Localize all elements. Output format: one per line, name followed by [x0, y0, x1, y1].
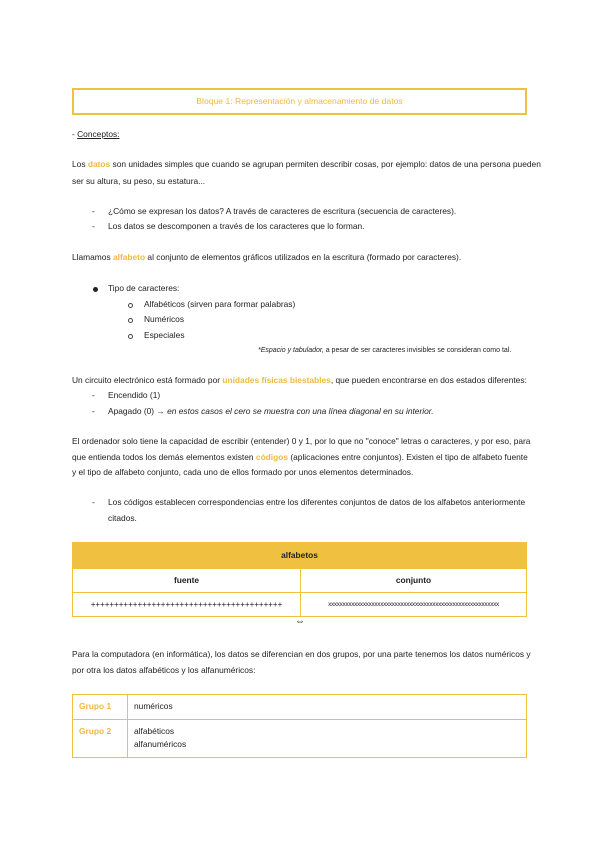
state-on: Encendido (1) [108, 390, 161, 400]
group-label: Grupo 1 [73, 695, 128, 720]
group-value: alfabéticos [134, 726, 175, 736]
fuente-value: +++++++++++++++++++++++++++++++++++++++++ [73, 593, 301, 617]
state-off-normal: Apagado (0) → [108, 406, 168, 416]
paragraph-ordenador-line2 [72, 451, 528, 464]
highlight-alfabeto: alfabeto [112, 252, 146, 262]
col-fuente: fuente [73, 569, 301, 593]
paragraph-circuito [72, 374, 527, 387]
group-values [128, 720, 527, 758]
groups-table [72, 694, 527, 758]
conjunto-value: xxxxxxxxxxxxxxxxxxxxxxxxxxxxxxxxxxxxxxxxxxxxxxxxxxxxxxxxxxx [301, 593, 527, 617]
p2-after: al conjunto de elementos gráficos utilizados en la escritura (formado por caracteres). [145, 252, 462, 262]
p3-after: , que pueden encontrarse en dos estados diferentes: [330, 375, 527, 385]
table-row [73, 720, 527, 758]
paragraph-codigos-line1: Los códigos establecen correspondencias entre los diferentes conjuntos de datos de los alfabetos anteriormente [108, 497, 526, 507]
p1-after: son unidades simples que cuando se agrupan permiten describir cosas, por ejemplo: datos de una persona pueden [110, 159, 541, 169]
char-type-2: Numéricos [144, 314, 185, 324]
paragraph-computadora-line2: por otra los datos alfabéticos y los alfanuméricos: [72, 665, 256, 675]
state-off-italic: en estos casos el cero se muestra con una línea diagonal en su interior. [167, 406, 434, 416]
circle-bullet [128, 318, 133, 323]
dash-marker: - [92, 406, 95, 416]
dash-marker: - [92, 206, 95, 216]
p4-before: que entienda todos los demás elementos existen [72, 452, 256, 462]
paragraph-datos-line1 [72, 158, 541, 171]
p4-after: (aplicaciones entre conjuntos). Existen el tipo de alfabeto fuente [288, 452, 528, 462]
paragraph-ordenador-line3: y el tipo de alfabeto conjunto, cada uno de ellos formado por unos elementos determinados. [72, 467, 414, 477]
dash-marker: - [92, 390, 95, 400]
char-type-1: Alfabéticos (sirven para formar palabras) [144, 299, 296, 309]
paragraph-ordenador-line1: El ordenador solo tiene la capacidad de escribir (entender) 0 y 1, por lo que no "conoce" letras o caracteres, y por eso, para [72, 436, 531, 446]
dash-marker: - [92, 221, 95, 231]
page-title: Bloque 1: Representación y almacenamiento de datos [196, 96, 403, 107]
conceptos-heading [72, 128, 120, 141]
note-italic: *Espacio y tabulador, [258, 347, 324, 354]
dash-item-1: ¿Cómo se expresan los datos? A través de caracteres de escritura (secuencia de caracteres). [108, 206, 457, 216]
paragraph-codigos-line2: citados. [108, 513, 137, 523]
paragraph-computadora-line1: Para la computadora (en informática), los datos se diferencian en dos grupos, por una parte tenemos los datos numéricos y [72, 649, 531, 659]
conceptos-label: Conceptos: [77, 129, 120, 139]
p3-before: Un circuito electrónico está formado por [72, 375, 223, 385]
col-conjunto: conjunto [301, 569, 527, 593]
highlight-datos: datos [87, 159, 111, 169]
circle-bullet [128, 303, 133, 308]
alphabet-table-header: alfabetos [73, 543, 527, 569]
paragraph-datos-line2: ser su altura, su peso, su estatura... [72, 176, 206, 186]
highlight-codigos: códigos [255, 452, 289, 462]
note [258, 346, 511, 357]
p1-before: Los [72, 159, 88, 169]
note-normal: a pesar de ser caracteres invisibles se consideran como tal. [323, 347, 512, 354]
conceptos-prefix: - [72, 129, 78, 139]
group-value: numéricos [134, 701, 173, 711]
state-off [108, 405, 434, 418]
circle-bullet [128, 334, 133, 339]
highlight-biestables: unidades físicas biestables [222, 375, 331, 385]
p2-before: Llamamos [72, 252, 113, 262]
bullet-dot [93, 287, 98, 292]
dash-item-2: Los datos se descomponen a través de los caracteres que lo forman. [108, 221, 365, 231]
group-values [128, 695, 527, 720]
group-label: Grupo 2 [73, 720, 128, 758]
alphabet-table [72, 542, 527, 617]
dash-marker: - [92, 497, 95, 507]
table-row [73, 695, 527, 720]
group-value: alfanuméricos [134, 738, 187, 749]
title-box [72, 88, 527, 115]
bullet-title: Tipo de caracteres: [108, 283, 180, 293]
char-type-3: Especiales [144, 330, 185, 340]
paragraph-alfabeto [72, 251, 461, 264]
equivalence-arrow-icon: ⇔ [295, 616, 305, 627]
